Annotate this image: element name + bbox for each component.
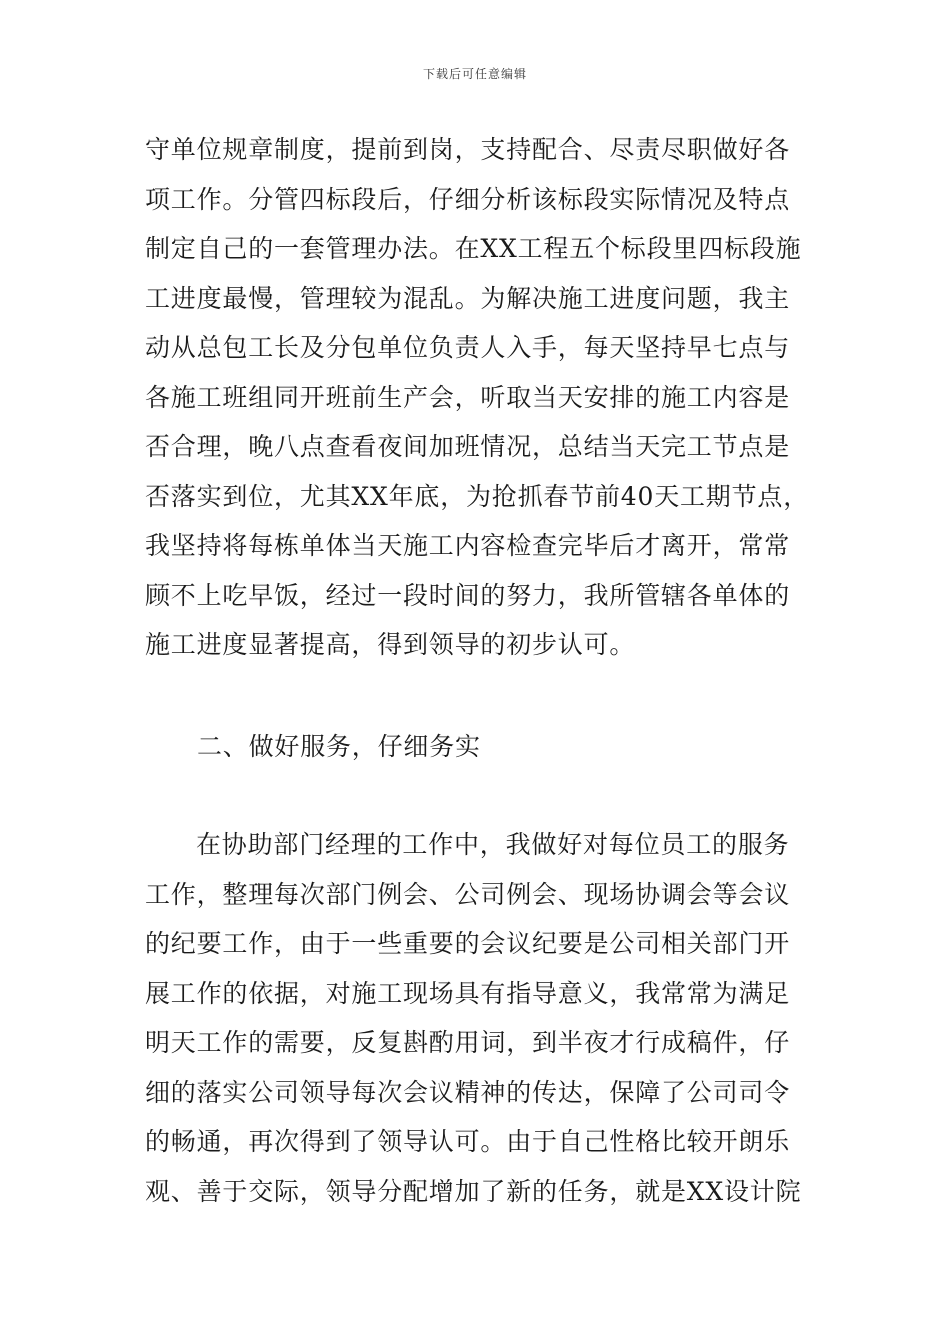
text-line: 工作，整理每次部门例会、公司例会、现场协调会等会议 (145, 879, 791, 909)
text-line: 动从总包工长及分包单位负责人入手，每天坚持早七点与 (145, 333, 791, 362)
text-line: 否落实到位，尤其XX年底，为抢抓春节前40天工期节点， (145, 481, 810, 511)
page-header: 下载后可任意编辑 (422, 67, 527, 81)
text-line: 展工作的依据，对施工现场具有指导意义，我常常为满足 (145, 978, 791, 1008)
text-line: 在协助部门经理的工作中，我做好对每位员工的服务 (196, 830, 790, 859)
text-line: 的畅通，再次得到了领导认可。由于自己性格比较开朗乐 (145, 1127, 791, 1156)
paragraph-1 (145, 125, 810, 670)
text-line: 观、善于交际，领导分配增加了新的任务，就是XX设计院 (145, 1176, 802, 1206)
text-line: 工进度最慢，管理较为混乱。为解决施工进度问题，我主 (145, 283, 791, 313)
section-heading: 二、做好服务，仔细务实 (197, 732, 481, 761)
text-line: 各施工班组同开班前生产会，听取当天安排的施工内容是 (145, 382, 791, 412)
text-line: 项工作。分管四标段后，仔细分析该标段实际情况及特点 (145, 184, 791, 214)
text-line: 明天工作的需要，反复斟酌用词，到半夜才行成稿件，仔 (145, 1028, 791, 1057)
text-line: 否合理，晚八点查看夜间加班情况，总结当天完工节点是 (145, 432, 791, 461)
text-line: 守单位规章制度，提前到岗，支持配合、尽责尽职做好各 (145, 135, 791, 164)
text-line: 的纪要工作，由于一些重要的会议纪要是公司相关部门开 (145, 929, 791, 958)
text-line: 制定自己的一套管理办法。在XX工程五个标段里四标段施 (145, 234, 802, 263)
text-line: 施工进度显著提高，得到领导的初步认可。 (145, 630, 636, 659)
text-line: 我坚持将每栋单体当天施工内容检查完毕后才离开，常常 (145, 531, 791, 560)
text-line: 顾不上吃早饭，经过一段时间的努力，我所管辖各单体的 (145, 580, 791, 610)
text-line: 细的落实公司领导每次会议精神的传达，保障了公司司令 (145, 1077, 791, 1107)
paragraph-2 (145, 820, 810, 1216)
